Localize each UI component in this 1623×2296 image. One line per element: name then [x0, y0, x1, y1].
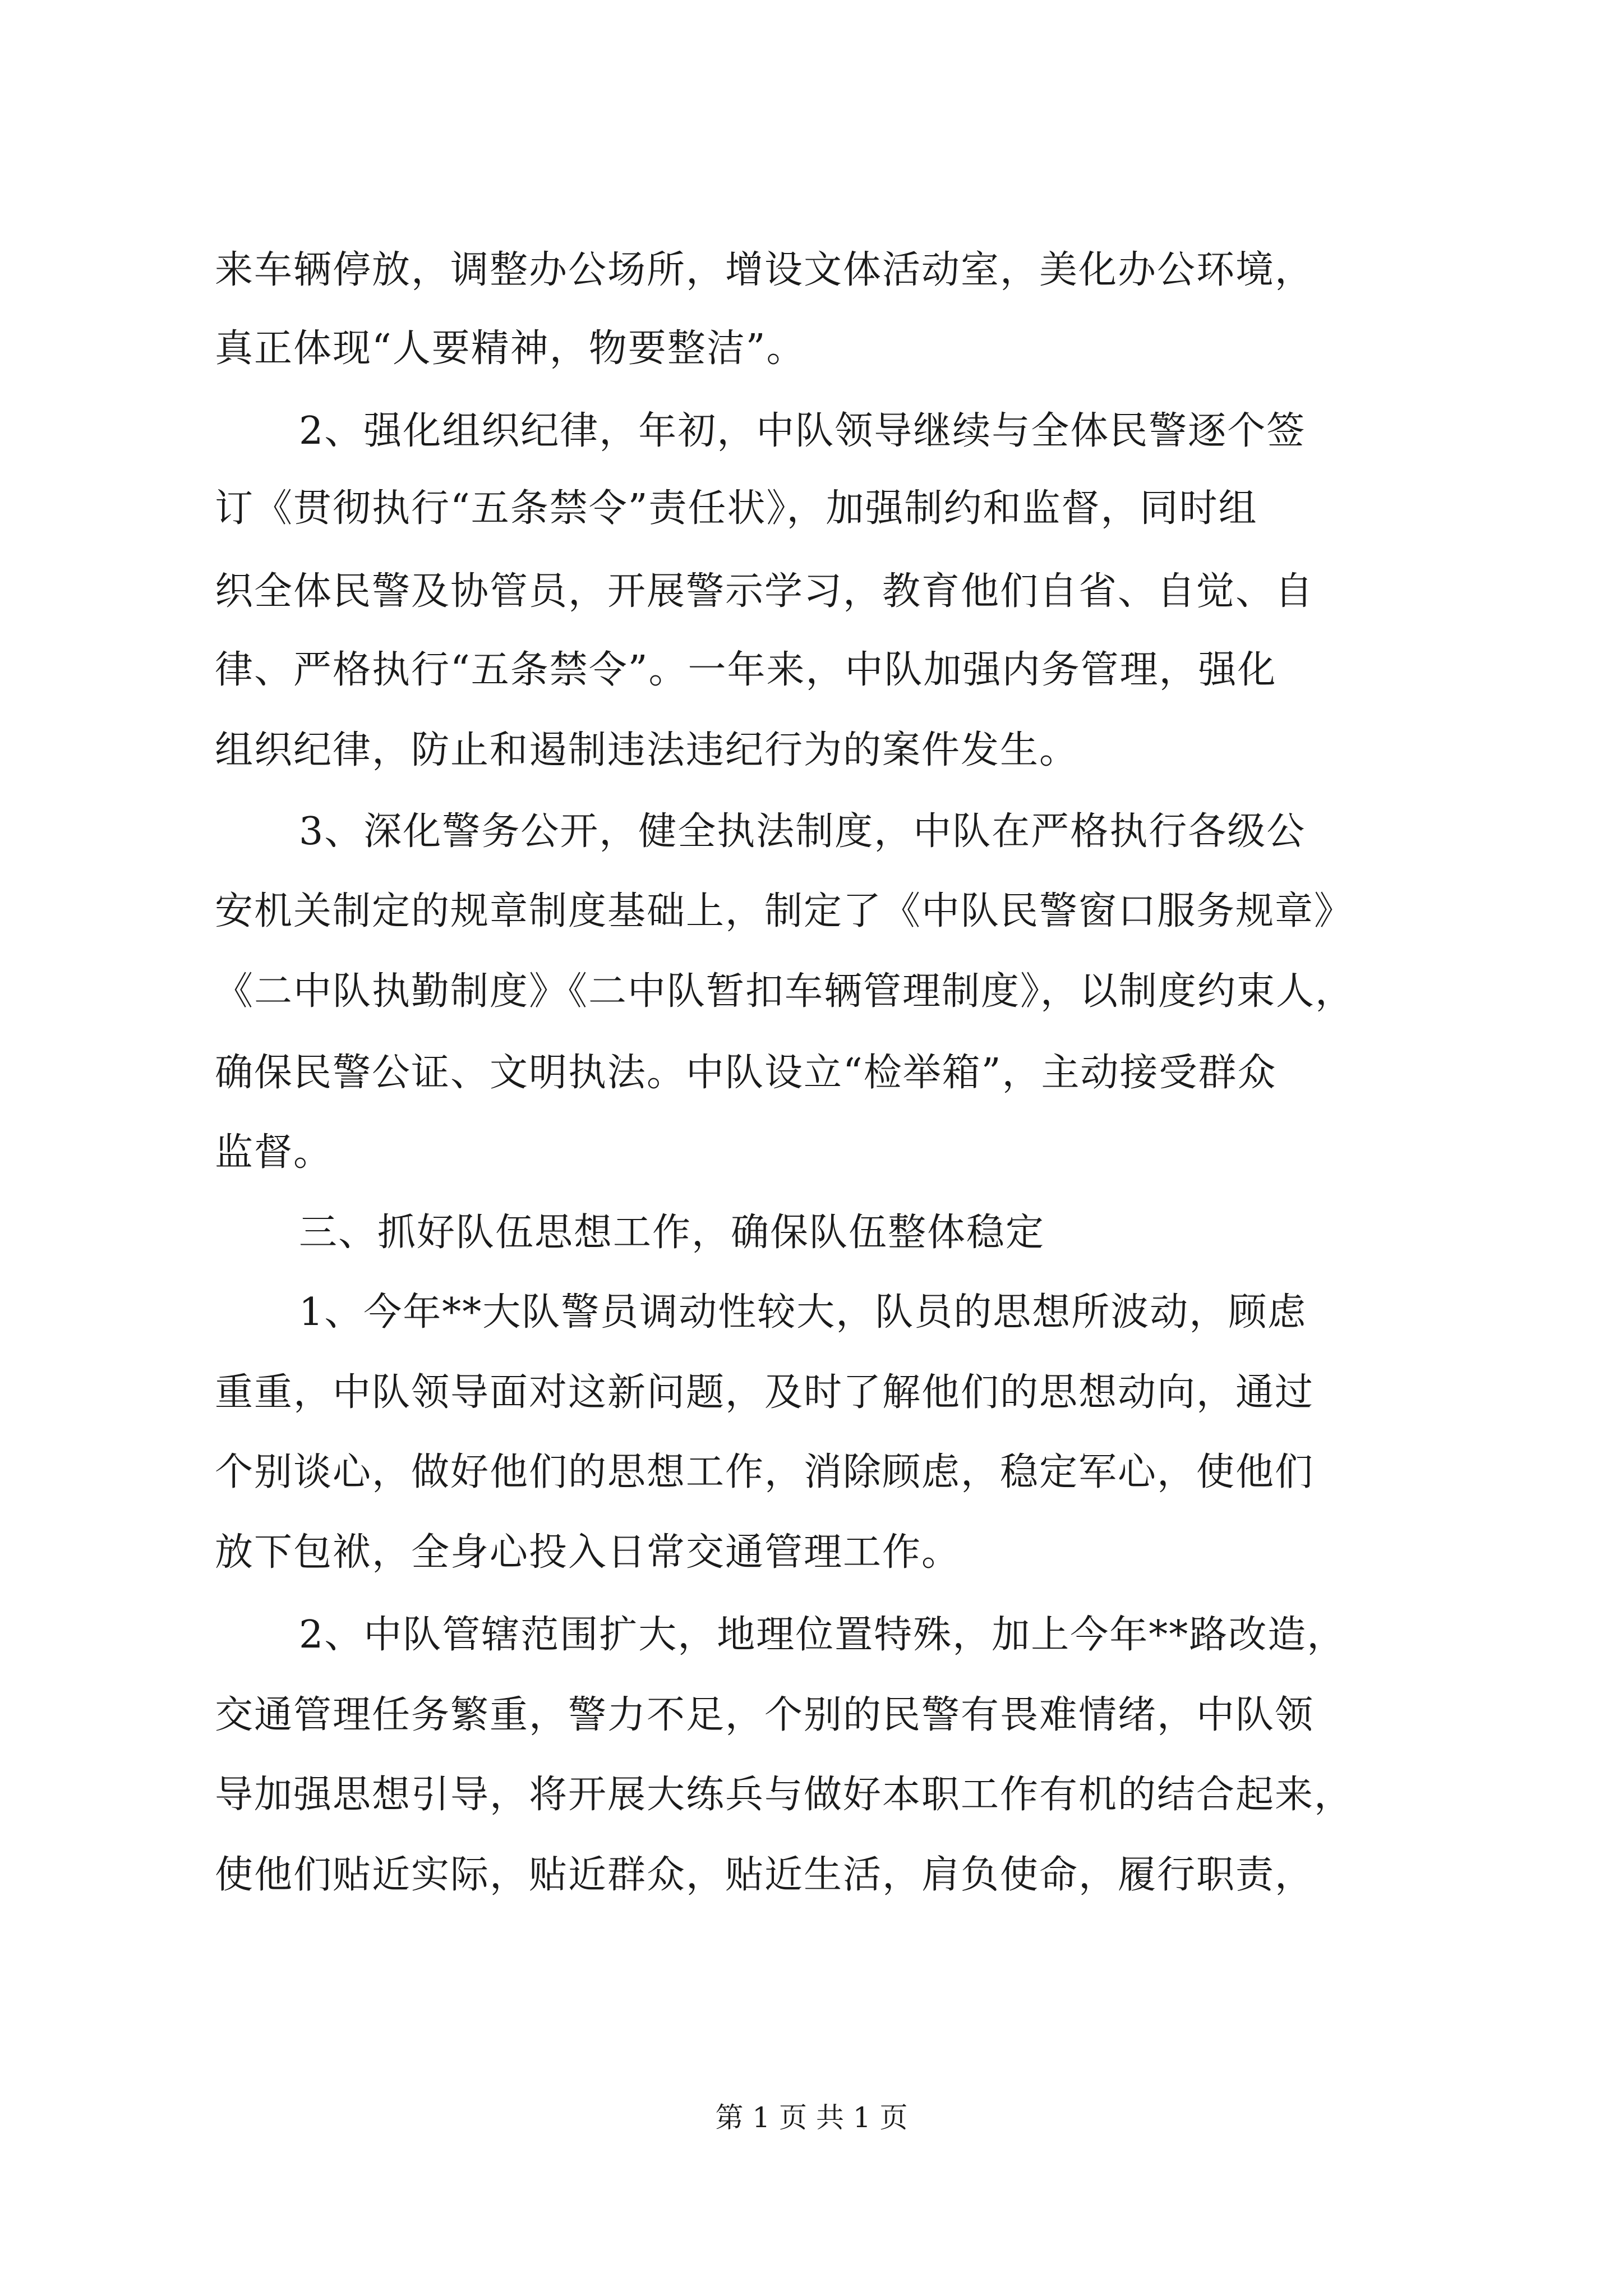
text-line-9: 安机关制定的规章制度基础上，制定了《中队民警窗口服务规章》: [215, 889, 1354, 933]
text-line-20: 导加强思想引导，将开展大练兵与做好本职工作有机的结合起来，: [215, 1773, 1354, 1817]
text-line-4: 订《贯彻执行“五条禁令”责任状》，加强制约和监督，同时组: [215, 486, 1258, 531]
text-line-11: 确保民警公证、文明执法。中队设立“检举箱”，主动接受群众: [215, 1051, 1277, 1095]
text-line-7: 组织纪律，防止和遏制违法违纪行为的案件发生。: [215, 728, 1079, 772]
text-line-12: 监督。: [215, 1130, 333, 1175]
text-line-6: 律、严格执行“五条禁令”。一年来，中队加强内务管理，强化: [215, 648, 1277, 692]
text-line-15: 重重，中队领导面对这新问题，及时了解他们的思想动向，通过: [215, 1370, 1315, 1415]
text-line-19: 交通管理任务繁重，警力不足，个别的民警有畏难情绪，中队领: [215, 1693, 1315, 1737]
text-line-3: 2、强化组织纪律，年初，中队领导继续与全体民警逐个签: [299, 409, 1306, 453]
text-line-14: 1、今年**大队警员调动性较大，队员的思想所波动，顾虑: [299, 1290, 1307, 1335]
text-line-17: 放下包袱，全身心投入日常交通管理工作。: [215, 1530, 961, 1575]
section-heading: 三、抓好队伍思想工作，确保队伍整体稳定: [299, 1211, 1045, 1255]
text-line-8: 3、深化警务公开，健全执法制度，中队在严格执行各级公: [299, 809, 1306, 854]
text-line-16: 个别谈心，做好他们的思想工作，消除顾虑，稳定军心，使他们: [215, 1450, 1315, 1494]
text-line-10: 《二中队执勤制度》《二中队暂扣车辆管理制度》，以制度约束人，: [215, 969, 1355, 1014]
text-line-21: 使他们贴近实际，贴近群众，贴近生活，肩负使命，履行职责，: [215, 1853, 1315, 1897]
text-line-1: 来车辆停放，调整办公场所，增设文体活动室，美化办公环境，: [215, 248, 1315, 292]
page-number-footer: 第 1 页 共 1 页: [715, 2101, 908, 2134]
text-line-2: 真正体现“人要精神，物要整洁”。: [215, 326, 806, 371]
text-line-5: 织全体民警及协管员，开展警示学习，教育他们自省、自觉、自: [215, 569, 1315, 614]
text-line-18: 2、中队管辖范围扩大，地理位置特殊，加上今年**路改造，: [299, 1613, 1347, 1657]
